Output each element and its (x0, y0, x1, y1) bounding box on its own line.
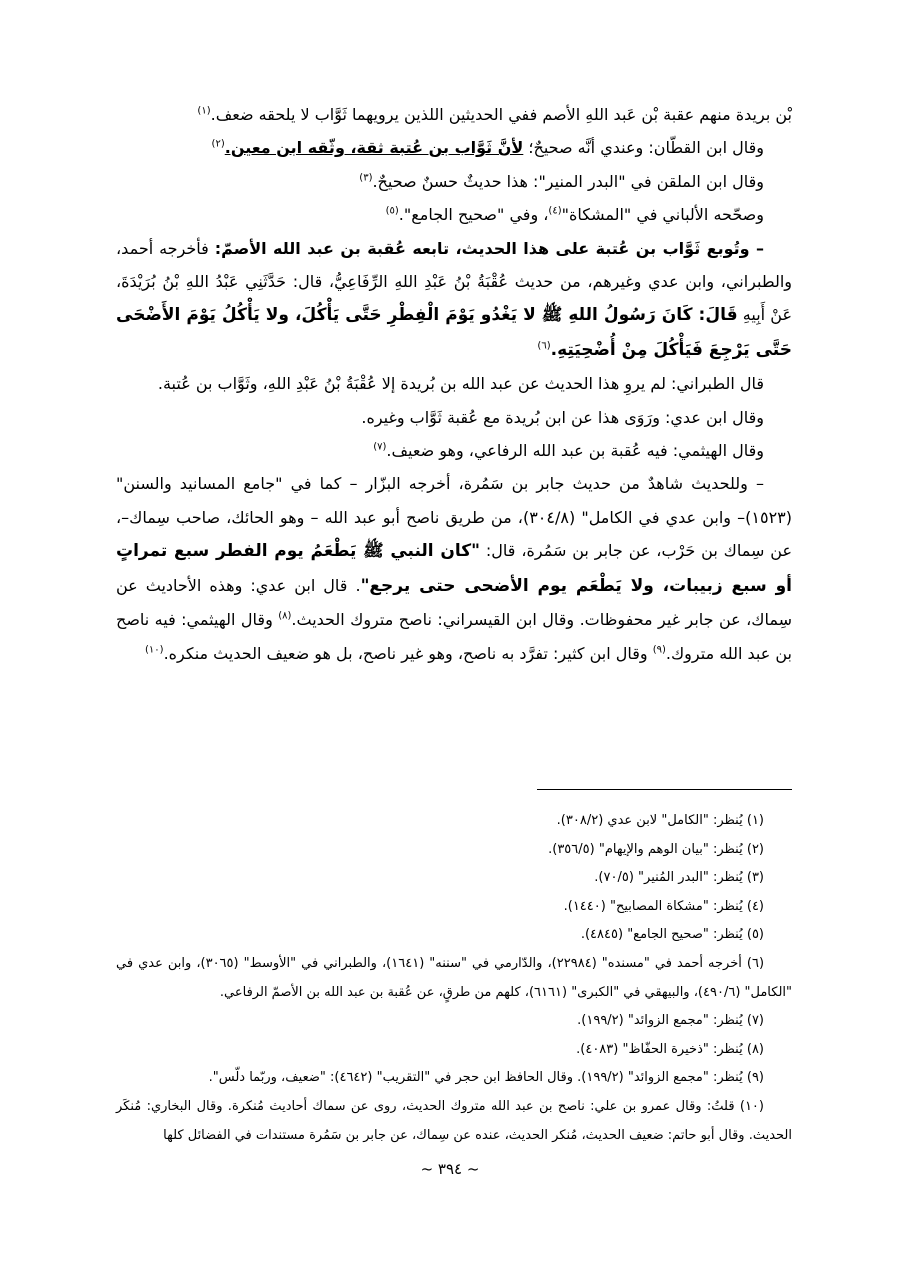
hadith-text-2: "كان النبي ﷺ يَطْعَمُ يوم الفطر سبع تمراتٍ أو سبع زبيبات، ولا يَطْعَم يوم الأضحى حتى يرجع" (116, 541, 792, 596)
paragraph-5-text: فأخرجه أحمد، والطبراني، وابن عدي وغيرهم، من حديث عُقْبَةُ بْنُ عَبْدِ اللهِ الرِّفَاعِيُّ، قال: حَدَّثَنِي عَبْدُ اللهِ بْنُ بُرَيْدَةَ، عَنْ أَبِيهِ (116, 238, 792, 325)
paragraph-3-text: وقال ابن الملقن في "البدر المنير": هذا حديثٌ حسنٌ صحيحٌ. (372, 171, 764, 191)
paragraph-4-text: وصحّحه الألباني في "المشكاة" (561, 205, 764, 225)
paragraph-8-text: وقال الهيثمي: فيه عُقبة بن عبد الله الرفاعي، وهو ضعيف. (386, 441, 764, 461)
paragraph-9-text-3: وقال الهيثمي: فيه ناصح بن عبد الله متروك. (116, 610, 792, 663)
footnote-1: (١) يُنظر: "الكامل" لابن عدي (٣٠٨/٢). (556, 813, 764, 828)
footnote-6: (٦) أخرجه أحمد في "مسنده" (٢٢٩٨٤)، والدّارمي في "سننه" (١٦٤١)، والطبراني في "الأوسط" (٣٠٦٥)، وابن عدي في "الكامل" (٤٩٠/٦)، والبيهقي في "الكبرى" (٦١٦١)، كلهم من طرقٍ، عن عُقبة بن عبد الله بن الأصمّ الرفاعي. (116, 955, 792, 1000)
footnote-9: (٩) يُنظر: "مجمع الزوائد" (١٩٩/٢). وقال الحافظ ابن حجر في "التقريب" (٤٦٤٢): "ضعيف، وربّما دلّس". (208, 1070, 764, 1086)
paragraph-3 (116, 165, 792, 198)
paragraph-9 (116, 467, 792, 669)
footnote-ref-7[interactable]: (٧) (373, 441, 387, 453)
footnote-ref-10[interactable]: (١٠) (145, 644, 164, 656)
paragraph-6-text: قال الطبراني: لم يروِ هذا الحديث عن عبد الله بن بُريدة إلا عُقْبَةُ بْنُ عَبْدِ اللهِ، وثَوَّاب بن عُتبة. (157, 374, 764, 394)
paragraph-5 (116, 232, 792, 368)
footnote-ref-4[interactable]: (٤) (548, 205, 562, 217)
hadith-text-1: قَالَ: كَانَ رَسُولُ اللهِ ﷺ لا يَغْدُو يَوْمَ الْفِطْرِ حَتَّى يَأْكُلَ، ولا يَأْكُلُ يَوْمَ الأَضْحَى حَتَّى يَرْجِعَ فَيَأْكُلَ مِنْ أُضْحِيَتِهِ. (116, 305, 792, 360)
footnote-5: (٥) يُنظر: "صحيح الجامع" (٤٨٤٥). (580, 927, 764, 943)
footnote-7: (٧) يُنظر: "مجمع الزوائد" (١٩٩/٢). (577, 1013, 764, 1029)
paragraph-9-text-4: وقال ابن كثير: تفرَّد به ناصح، وهو غير ناصح، بل هو ضعيف الحديث منكره. (163, 643, 653, 663)
paragraph-6 (116, 367, 792, 400)
paragraph-1 (116, 98, 792, 131)
paragraph-9-text: – وللحديث شاهدٌ من حديث جابر بن سَمُرة، أخرجه البزّار – كما في "جامع المسانيد والسنن" (١٥٢٣)– وابن عدي في الكامل" (٣٠٤/٨)، من طريق ناصح أبو عبد الله – وهو الحائك، صاحب سِماك–، عن سِماك بن حَرْب، عن جابر بن سَمُرة، قال: (116, 474, 793, 561)
footnote-ref-8[interactable]: (٨) (278, 610, 292, 622)
footnote-3: (٣) يُنظر: "البدر المُنير" (٧٠/٥). (594, 870, 764, 886)
footnote-ref-9[interactable]: (٩) (652, 644, 666, 656)
paragraph-4 (116, 198, 792, 231)
paragraph-2-text: وقال ابن القطّان: وعندي أنَّه صحيحٌ؛ (523, 138, 764, 158)
paragraph-7-text: وقال ابن عدي: ورَوَى هذا عن ابن بُريدة مع عُقبة ثَوَّاب وغيره. (361, 407, 764, 427)
paragraph-7 (116, 401, 792, 434)
footnote-ref-6[interactable]: (٦) (537, 340, 551, 352)
page-number: ~ ٣٩٤ ~ (420, 1160, 480, 1178)
footnote-ref-1[interactable]: (١) (197, 105, 211, 117)
main-text (116, 98, 792, 670)
footnote-8: (٨) يُنظر: "ذخيرة الحفّاظ" (٤٠٨٣). (576, 1041, 764, 1057)
paragraph-4-text-2: ، وفي "صحيح الجامع". (398, 205, 549, 225)
footnote-4: (٤) يُنظر: "مشكاة المصابيح" (١٤٤٠). (563, 898, 764, 914)
paragraph-5-heading: – وتُوبع ثَوَّاب بن عُتبة على هذا الحديث، تابعه عُقبة بن عبد الله الأصمّ: (214, 238, 765, 258)
footnotes (116, 807, 792, 1150)
footnote-ref-3[interactable]: (٣) (359, 172, 373, 184)
footnote-ref-2[interactable]: (٢) (211, 139, 225, 151)
paragraph-2-emphasis: لأنَّ ثَوَّاب بن عُتبة ثقة، وثّقه ابن معين. (224, 138, 524, 158)
paragraph-8 (116, 434, 792, 467)
footnote-2: (٢) يُنظر: "بيان الوهم والإيهام" (٣٥٦/٥). (548, 841, 764, 857)
paragraph-1-text: بْن بريدة منهم عقبة بْن عَبد اللهِ الأصم ففي الحديثين اللذين يرويهما ثَوَّاب لا يلحقه ضعف. (210, 105, 792, 124)
footnote-separator (537, 789, 792, 790)
footnote-ref-5[interactable]: (٥) (385, 205, 399, 217)
paragraph-2 (116, 131, 792, 164)
footnote-10: (١٠) قلتُ: وقال عمرو بن علي: ناصح بن عبد الله متروك الحديث، روى عن سماك أحاديث مُنكرة. وقال البخاري: مُنكَر الحديث. وقال أبو حاتم: ضعيف الحديث، مُنكر الحديث، عنده عن سِماك، عن جابر بن سَمُرة مستندات في الفضائل كلها (116, 1098, 792, 1143)
paragraph-9-text-2: . قال ابن عدي: وهذه الأحاديث عن سِماك، عن جابر غير محفوظات. وقال ابن القيسراني: ناصح متروك الحديث. (116, 575, 792, 630)
